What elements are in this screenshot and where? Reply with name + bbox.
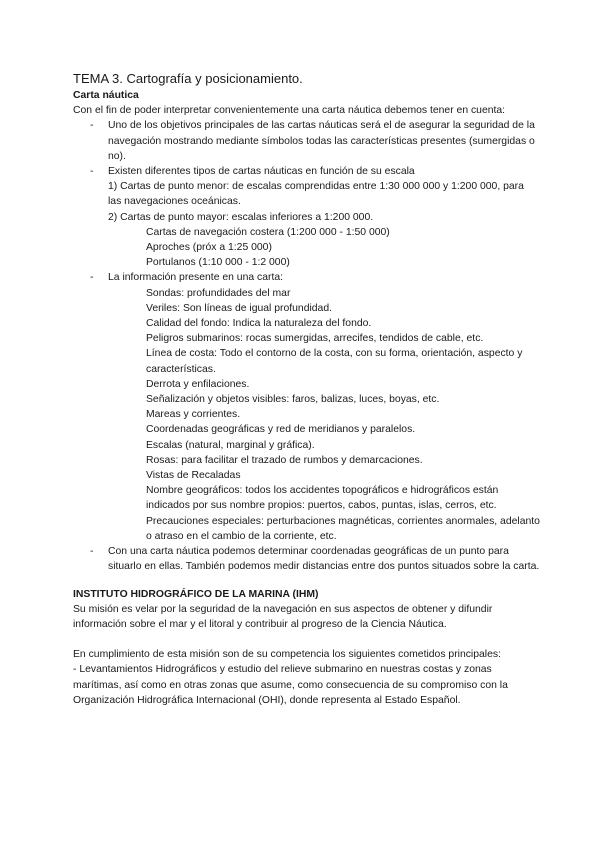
bullet-text: - Existen diferentes tipos de cartas náuticas en función de su escala — [108, 166, 415, 178]
bullet-tipos — [73, 164, 540, 270]
section-heading-ihm: INSTITUTO HIDROGRÁFICO DE LA MARINA (IHM) — [73, 588, 319, 600]
type-item: Aproches (próx a 1:25 000) — [146, 242, 272, 254]
bullet-text: Uno de los objetivos principales de las cartas náuticas será el de asegurar la seguridad de la navegación mostrando mediante símbolos todas las características presentes (sumergidas o no). — [108, 120, 535, 162]
ihm-mission-paragraph: Su misión es velar por la seguridad de la navegación en sus aspectos de obtener y difundir información sobre el mar y el litoral y contribuir al progreso de la Ciencia Náutica. — [73, 603, 493, 630]
carta-bullet-list — [73, 118, 540, 574]
info-item: Peligros submarinos: rocas sumergidas, arrecifes, tendidos de cable, etc. — [146, 333, 484, 345]
type-item: Portulanos (1:10 000 - 1:2 000) — [146, 257, 290, 269]
info-item: Señalización y objetos visibles: faros, balizas, luces, boyas, etc. — [146, 394, 440, 406]
info-item: Veriles: Son líneas de igual profundidad. — [146, 302, 333, 314]
sub-item-punto-mayor: 2) Cartas de punto mayor: escalas inferiores a 1:200 000. — [108, 211, 374, 223]
ihm-competencia-paragraph: En cumplimiento de esta misión son de su competencia los siguientes cometidos principales: — [73, 649, 501, 661]
bullet-text: - La información presente en una carta: — [108, 272, 284, 284]
sub-item-punto-menor: 1) Cartas de punto menor: de escalas comprendidas entre 1:30 000 000 y 1:200 000, para las navegaciones oceánicas. — [108, 181, 524, 208]
info-item: Nombre geográficos: todos los accidentes topográficos e hidrográficos están indicados por sus nombre propios: puertos, cabos, puntas, islas, cerros, etc. — [146, 485, 499, 512]
info-item: Rosas: para facilitar el trazado de rumbos y demarcaciones. — [146, 454, 423, 466]
bullet-informacion — [73, 270, 540, 544]
intro-paragraph: Con el fin de poder interpretar convenientemente una carta náutica debemos tener en cuenta: — [73, 105, 506, 117]
info-item: Calidad del fondo: Indica la naturaleza del fondo. — [146, 318, 372, 330]
section-heading-carta: Carta náutica — [73, 90, 139, 101]
info-item: Escalas (natural, marginal y gráfica). — [146, 439, 315, 451]
bullet-coordenadas — [73, 544, 540, 574]
page-title: TEMA 3. Cartografía y posicionamiento. — [73, 71, 303, 86]
info-item: Mareas y corrientes. — [146, 409, 241, 421]
bullet-text: Con una carta náutica podemos determinar coordenadas geográficas de un punto para situarlo en ellas. También podemos medir distancias entre dos puntos situados sobre la carta. — [108, 546, 540, 573]
info-item: Línea de costa: Todo el contorno de la costa, con su forma, orientación, aspecto y características. — [146, 348, 523, 375]
spacer — [73, 575, 540, 587]
info-item: Derrota y enfilaciones. — [146, 378, 250, 390]
bullet-objetivos — [73, 118, 540, 164]
info-item: Precauciones especiales: perturbaciones magnéticas, corrientes anormales, adelanto o atraso en el cambio de la corriente, etc. — [146, 515, 540, 542]
info-item: Vistas de Recaladas — [146, 470, 241, 482]
info-item: Sondas: profundidades del mar — [146, 287, 291, 299]
info-item: Coordenadas geográficas y red de meridianos y paralelos. — [146, 424, 416, 436]
spacer — [73, 632, 540, 647]
ihm-levantamientos-paragraph: - Levantamientos Hidrográficos y estudio del relieve submarino en nuestras costas y zonas marítimas, así como en otras zonas que asume, como consecuencia de su compromiso con la Organización Hidrográfica Internacional (OHI), donde representa al Estado Español. — [73, 664, 508, 706]
type-item: Cartas de navegación costera (1:200 000 - 1:50 000) — [146, 226, 390, 238]
